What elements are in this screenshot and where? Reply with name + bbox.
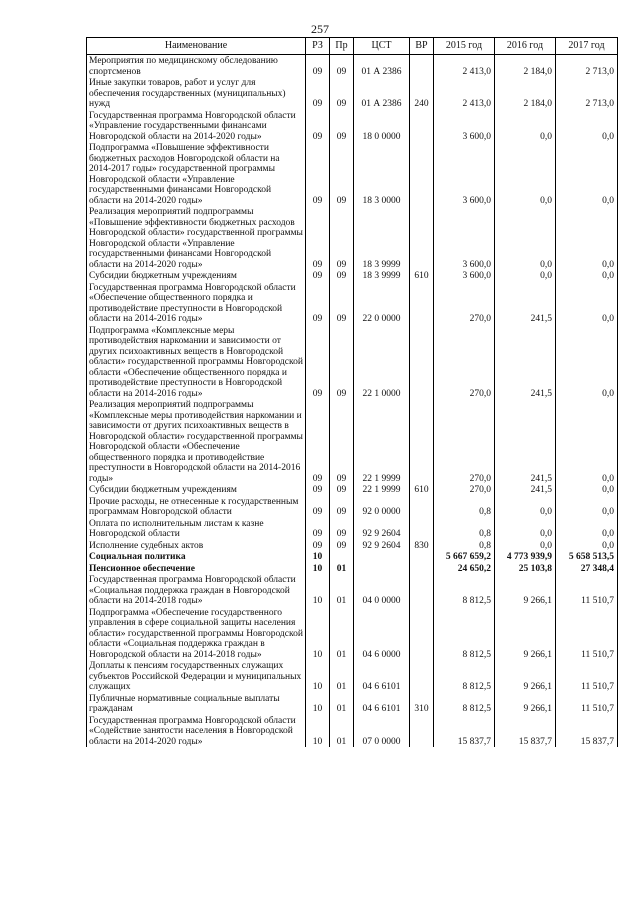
- row-2017: 0,0: [556, 496, 618, 518]
- row-rz: 10: [306, 563, 330, 575]
- col-header-rz: РЗ: [306, 38, 330, 55]
- row-vr: [410, 206, 434, 270]
- row-name: Публичные нормативные социальные выплаты гражданам: [87, 693, 306, 715]
- row-cst: 92 0 0000: [354, 496, 410, 518]
- row-vr: [410, 607, 434, 661]
- col-header-name: Наименование: [87, 38, 306, 55]
- row-rz: 10: [306, 551, 330, 563]
- row-name: Исполнение судебных актов: [87, 540, 306, 552]
- row-pr: 09: [330, 55, 354, 78]
- table-row: [87, 282, 618, 325]
- row-2017: 0,0: [556, 110, 618, 143]
- row-rz: 10: [306, 660, 330, 693]
- row-name: Субсидии бюджетным учреждениям: [87, 270, 306, 282]
- row-rz: 09: [306, 282, 330, 325]
- row-2016: 0,0: [495, 518, 556, 540]
- col-header-2016: 2016 год: [495, 38, 556, 55]
- row-vr: 610: [410, 484, 434, 496]
- row-name: Реализация мероприятий подпрограммы «Повышение эффективности бюджетных расходов Новгородской области» государственной программы Новгородской области «Управление государственными финансами Новгородской области на 2014-2020 годы»: [87, 206, 306, 270]
- page-number: 257: [311, 22, 329, 36]
- row-vr: [410, 399, 434, 484]
- table-row: [87, 715, 618, 748]
- row-name: Субсидии бюджетным учреждениям: [87, 484, 306, 496]
- row-pr: 09: [330, 518, 354, 540]
- row-pr: 09: [330, 270, 354, 282]
- row-2015: 5 667 659,2: [434, 551, 495, 563]
- table-row: [87, 399, 618, 484]
- row-pr: 09: [330, 540, 354, 552]
- row-pr: 01: [330, 693, 354, 715]
- row-rz: 09: [306, 142, 330, 206]
- table-row: [87, 660, 618, 693]
- row-pr: 09: [330, 496, 354, 518]
- row-rz: 09: [306, 484, 330, 496]
- row-vr: [410, 574, 434, 607]
- row-2017: 11 510,7: [556, 574, 618, 607]
- row-vr: 240: [410, 77, 434, 110]
- table-row: [87, 484, 618, 496]
- row-2016: 4 773 939,9: [495, 551, 556, 563]
- row-vr: [410, 715, 434, 748]
- row-rz: 09: [306, 518, 330, 540]
- row-pr: 01: [330, 607, 354, 661]
- row-pr: 01: [330, 563, 354, 575]
- row-2015: 24 650,2: [434, 563, 495, 575]
- row-2015: 0,8: [434, 540, 495, 552]
- row-2017: 15 837,7: [556, 715, 618, 748]
- row-2015: 0,8: [434, 518, 495, 540]
- table-row: [87, 551, 618, 563]
- row-rz: 09: [306, 540, 330, 552]
- row-cst: 04 6 6101: [354, 660, 410, 693]
- col-header-cst: ЦСТ: [354, 38, 410, 55]
- table-row: [87, 518, 618, 540]
- row-2017: 11 510,7: [556, 693, 618, 715]
- row-cst: 22 1 9999: [354, 399, 410, 484]
- row-vr: 310: [410, 693, 434, 715]
- row-cst: 18 3 9999: [354, 270, 410, 282]
- table-row: [87, 693, 618, 715]
- row-cst: [354, 563, 410, 575]
- row-2016: 15 837,7: [495, 715, 556, 748]
- row-2016: 9 266,1: [495, 660, 556, 693]
- row-cst: [354, 551, 410, 563]
- row-2015: 270,0: [434, 282, 495, 325]
- row-name: Пенсионное обеспечение: [87, 563, 306, 575]
- row-rz: 10: [306, 607, 330, 661]
- row-name: Государственная программа Новгородской области «Содействие занятости населения в Новгородской области на 2014-2020 годы»: [87, 715, 306, 748]
- row-pr: 01: [330, 660, 354, 693]
- row-2017: 0,0: [556, 325, 618, 400]
- row-2016: 0,0: [495, 142, 556, 206]
- table-row: [87, 496, 618, 518]
- row-2017: 11 510,7: [556, 607, 618, 661]
- row-cst: 07 0 0000: [354, 715, 410, 748]
- col-header-2017: 2017 год: [556, 38, 618, 55]
- table-row: [87, 142, 618, 206]
- row-name: Государственная программа Новгородской области «Социальная поддержка граждан в Новгородской области на 2014-2018 годы»: [87, 574, 306, 607]
- row-pr: 09: [330, 110, 354, 143]
- row-name: Государственная программа Новгородской области «Обеспечение общественного порядка и противодействие преступности в Новгородской области на 2014-2016 годы»: [87, 282, 306, 325]
- col-header-pr: Пр: [330, 38, 354, 55]
- row-name: Иные закупки товаров, работ и услуг для обеспечения государственных (муниципальных) нужд: [87, 77, 306, 110]
- row-2016: 9 266,1: [495, 693, 556, 715]
- row-rz: 09: [306, 77, 330, 110]
- row-vr: 830: [410, 540, 434, 552]
- row-name: Государственная программа Новгородской области «Управление государственными финансами Новгородской области на 2014-2020 годы»: [87, 110, 306, 143]
- row-2017: 0,0: [556, 270, 618, 282]
- row-2015: 3 600,0: [434, 206, 495, 270]
- row-name: Доплаты к пенсиям государственных служащих субъектов Российской Федерации и муниципальных служащих: [87, 660, 306, 693]
- row-2017: 0,0: [556, 540, 618, 552]
- row-2016: 9 266,1: [495, 574, 556, 607]
- row-2015: 270,0: [434, 325, 495, 400]
- row-2016: 241,5: [495, 399, 556, 484]
- row-pr: 09: [330, 77, 354, 110]
- row-2017: 0,0: [556, 484, 618, 496]
- row-rz: 09: [306, 325, 330, 400]
- row-2017: 0,0: [556, 206, 618, 270]
- row-cst: 92 9 2604: [354, 540, 410, 552]
- row-cst: 18 3 9999: [354, 206, 410, 270]
- row-cst: 18 0 0000: [354, 110, 410, 143]
- row-2016: 2 184,0: [495, 77, 556, 110]
- row-2017: 2 713,0: [556, 55, 618, 78]
- row-vr: [410, 142, 434, 206]
- col-header-2015: 2015 год: [434, 38, 495, 55]
- row-name: Подпрограмма «Повышение эффективности бюджетных расходов Новгородской области на 2014-2017 годы» государственной программы Новгородской области «Управление государственными финансами Новгородской области на 2014-2020 годы»: [87, 142, 306, 206]
- table-row: [87, 110, 618, 143]
- row-2016: 241,5: [495, 325, 556, 400]
- row-name: Оплата по исполнительным листам к казне Новгородской области: [87, 518, 306, 540]
- row-2015: 3 600,0: [434, 270, 495, 282]
- row-2016: 25 103,8: [495, 563, 556, 575]
- row-cst: 92 9 2604: [354, 518, 410, 540]
- row-rz: 10: [306, 574, 330, 607]
- row-2016: 241,5: [495, 282, 556, 325]
- row-cst: 04 0 0000: [354, 574, 410, 607]
- table-row: [87, 206, 618, 270]
- row-pr: 09: [330, 399, 354, 484]
- row-rz: 09: [306, 399, 330, 484]
- row-vr: [410, 282, 434, 325]
- table-body: [87, 55, 618, 748]
- row-pr: 01: [330, 574, 354, 607]
- table-row: [87, 77, 618, 110]
- row-pr: 09: [330, 325, 354, 400]
- row-pr: 09: [330, 142, 354, 206]
- row-2016: 0,0: [495, 496, 556, 518]
- table-row: [87, 325, 618, 400]
- row-2017: 2 713,0: [556, 77, 618, 110]
- row-2017: 27 348,4: [556, 563, 618, 575]
- row-vr: [410, 110, 434, 143]
- row-2015: 8 812,5: [434, 607, 495, 661]
- row-rz: 09: [306, 55, 330, 78]
- row-2015: 3 600,0: [434, 142, 495, 206]
- row-pr: 09: [330, 282, 354, 325]
- row-cst: 01 А 2386: [354, 77, 410, 110]
- row-cst: 04 6 0000: [354, 607, 410, 661]
- table-row: [87, 563, 618, 575]
- row-2015: 270,0: [434, 484, 495, 496]
- row-cst: 22 1 9999: [354, 484, 410, 496]
- row-rz: 10: [306, 715, 330, 748]
- row-name: Прочие расходы, не отнесенные к государственным программам Новгородской области: [87, 496, 306, 518]
- row-pr: [330, 551, 354, 563]
- row-cst: 22 1 0000: [354, 325, 410, 400]
- table-row: [87, 270, 618, 282]
- row-2015: 8 812,5: [434, 660, 495, 693]
- row-2016: 241,5: [495, 484, 556, 496]
- row-cst: 01 А 2386: [354, 55, 410, 78]
- row-rz: 09: [306, 110, 330, 143]
- row-2015: 15 837,7: [434, 715, 495, 748]
- row-rz: 09: [306, 496, 330, 518]
- row-vr: [410, 496, 434, 518]
- row-name: Мероприятия по медицинскому обследованию спортсменов: [87, 55, 306, 78]
- table-header-row: [87, 38, 618, 55]
- col-header-vr: ВР: [410, 38, 434, 55]
- row-cst: 04 6 6101: [354, 693, 410, 715]
- row-cst: 18 3 0000: [354, 142, 410, 206]
- row-name: Социальная политика: [87, 551, 306, 563]
- row-2015: 2 413,0: [434, 77, 495, 110]
- row-pr: 01: [330, 715, 354, 748]
- row-name: Реализация мероприятий подпрограммы «Комплексные меры противодействия наркомании и зависимости от других психоактивных веществ в Новгородской области» государственной программы Новгородской области «Обеспечение общественного порядка и противодействие преступности в Новгородской области на 2014-2016 годы»: [87, 399, 306, 484]
- row-cst: 22 0 0000: [354, 282, 410, 325]
- row-pr: 09: [330, 484, 354, 496]
- row-name: Подпрограмма «Обеспечение государственного управления в сфере социальной защиты населения области» государственной программы Новгородской области «Социальная поддержка граждан в Новгородской области на 2014-2018 годы»: [87, 607, 306, 661]
- row-2017: 5 658 513,5: [556, 551, 618, 563]
- table-row: [87, 607, 618, 661]
- row-2016: 0,0: [495, 206, 556, 270]
- row-2015: 2 413,0: [434, 55, 495, 78]
- table-row: [87, 55, 618, 78]
- row-2015: 8 812,5: [434, 574, 495, 607]
- row-vr: 610: [410, 270, 434, 282]
- row-2016: 0,0: [495, 540, 556, 552]
- row-2015: 3 600,0: [434, 110, 495, 143]
- row-pr: 09: [330, 206, 354, 270]
- row-2015: 8 812,5: [434, 693, 495, 715]
- row-2017: 0,0: [556, 518, 618, 540]
- row-rz: 09: [306, 206, 330, 270]
- row-vr: [410, 660, 434, 693]
- row-vr: [410, 325, 434, 400]
- row-2016: 0,0: [495, 270, 556, 282]
- row-vr: [410, 551, 434, 563]
- row-rz: 10: [306, 693, 330, 715]
- row-vr: [410, 518, 434, 540]
- table-row: [87, 540, 618, 552]
- budget-table: [86, 37, 618, 747]
- row-2015: 0,8: [434, 496, 495, 518]
- row-2017: 0,0: [556, 142, 618, 206]
- row-2016: 2 184,0: [495, 55, 556, 78]
- row-rz: 09: [306, 270, 330, 282]
- row-vr: [410, 563, 434, 575]
- row-2015: 270,0: [434, 399, 495, 484]
- table-row: [87, 574, 618, 607]
- row-2016: 9 266,1: [495, 607, 556, 661]
- row-name: Подпрограмма «Комплексные меры противодействия наркомании и зависимости от других психоактивных веществ в Новгородской области» государственной программы Новгородской области «Обеспечение общественного порядка и противодействие преступности в Новгородской области на 2014-2016 годы»: [87, 325, 306, 400]
- row-2017: 0,0: [556, 282, 618, 325]
- row-2016: 0,0: [495, 110, 556, 143]
- row-vr: [410, 55, 434, 78]
- row-2017: 11 510,7: [556, 660, 618, 693]
- row-2017: 0,0: [556, 399, 618, 484]
